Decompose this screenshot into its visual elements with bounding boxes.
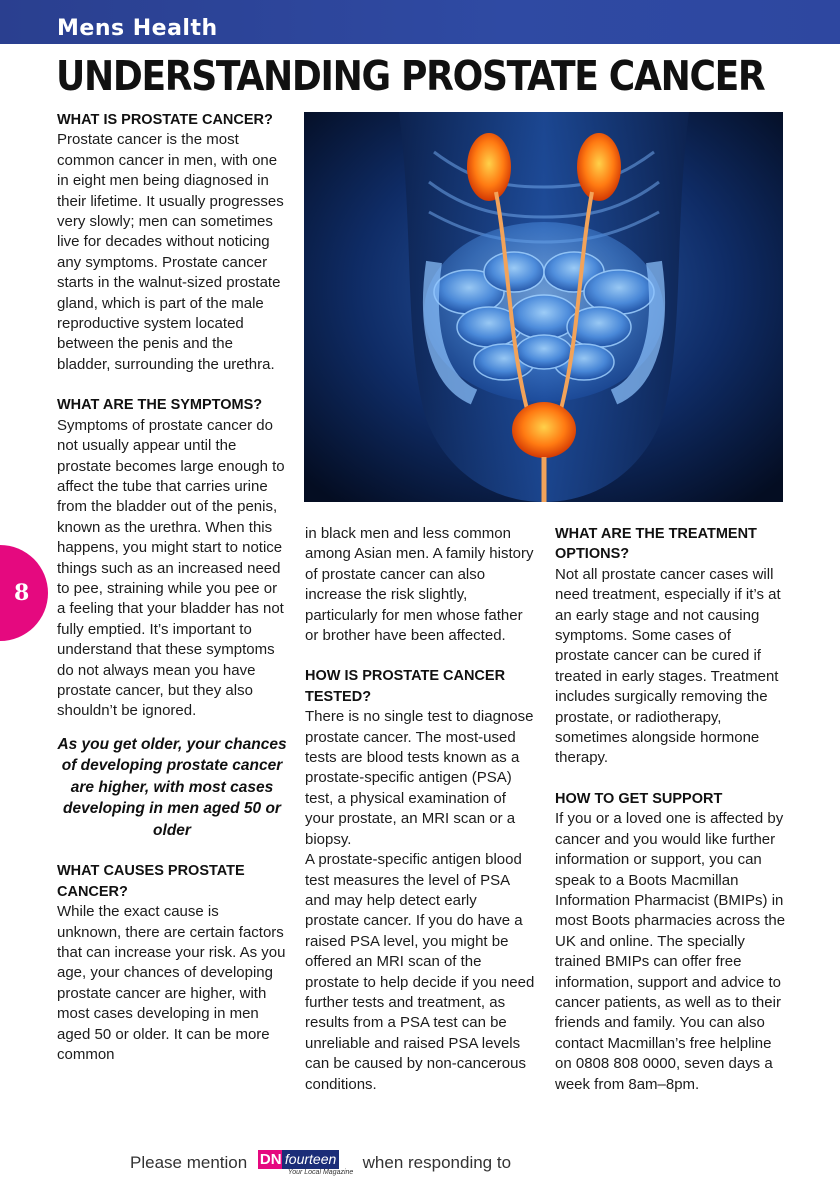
heading-support: HOW TO GET SUPPORT	[555, 790, 723, 807]
dn-fourteen-logo	[258, 1150, 352, 1176]
footer-text-after: when responding to	[362, 1153, 512, 1172]
pull-quote: As you get older, your chances of developing prostate cancer are higher, with most cases developing in men aged 50 or older	[57, 735, 287, 839]
column-middle	[305, 524, 535, 1095]
paragraph-tested-intro: There is no single test to diagnose	[305, 708, 534, 726]
column-left	[57, 110, 287, 1065]
footer	[130, 1150, 511, 1176]
anatomy-illustration	[304, 112, 783, 502]
heading-tested: HOW IS PROSTATE CANCER TESTED?	[305, 668, 506, 705]
page-title: UNDERSTANDING PROSTATE CANCER	[56, 52, 765, 100]
paragraph-tested: prostate cancer. The most-used tests are blood tests known as a prostate-specific antigen (PSA) test, a physical examination of your prostate, an MRI scan or a biopsy.	[305, 728, 520, 848]
footer-text-before: Please mention	[130, 1153, 248, 1172]
header-bar	[0, 0, 840, 44]
section-label: Mens Health	[57, 16, 218, 41]
paragraph-treatment: Not all prostate cancer cases will need treatment, especially if it’s at an early stage and not causing symptoms. Some cases of prostate cancer can be cured if treated in early stages. Treatment includes surgically removing the prostate, or radiotherapy, sometimes alongside hormone therapy.	[555, 565, 781, 767]
logo-tagline: Your Local Magazine	[287, 1169, 354, 1176]
paragraph-support: If you or a loved one is affected by cancer and you would like further information or support, you can speak to a Boots Macmillan Information Pharmacist (BMIPs) in most Boots pharmacies across the UK and online. The specially trained BMIPs can offer free information, support and advice to cancer patients, as well as to their friends and family. You can also contact Macmillan’s free helpline on 0808 808 0000, seven days a week from 8am–8pm.	[555, 810, 786, 1093]
heading-what-is: WHAT IS PROSTATE CANCER?	[57, 112, 273, 128]
heading-symptoms: WHAT ARE THE SYMPTOMS?	[57, 397, 263, 414]
heading-treatment: WHAT ARE THE TREATMENT OPTIONS?	[555, 526, 757, 563]
column-right	[555, 524, 787, 1095]
urinary-system-image	[304, 112, 783, 502]
page-number: 8	[14, 580, 30, 606]
logo-dn: DN	[259, 1151, 282, 1168]
paragraph-symptoms: Symptoms of prostate cancer do not usually appear until the prostate becomes large enough to affect the tube that carries urine from the bladder out of the penis, known as the urethra. When this happens, you might start to notice things such as an increased need to pee, straining while you pee or a feeling that your bladder has not fully emptied. It’s important to understand that these symptoms do not always mean you have prostate cancer, but they also shouldn’t be ignored.	[57, 416, 285, 720]
paragraph-risk-continued: in black men and less common among Asian men. A family history of prostate cancer can also increase the risk slightly, particularly for men whose father or brother have been affected.	[305, 525, 534, 645]
logo-fourteen: fourteen	[282, 1150, 339, 1169]
paragraph-causes: While the exact cause is unknown, there are certain factors that can increase your risk. As you age, your chances of developing prostate cancer are higher, with most cases developing in men aged 50 or older. It can be more common	[57, 903, 286, 1063]
heading-causes: WHAT CAUSES PROSTATE CANCER?	[57, 863, 245, 900]
paragraph-psa: A prostate-specific antigen blood test measures the level of PSA and may help detect early prostate cancer. If you do have a raised PSA level, you might be offered an MRI scan of the prostate to help decide if you need further tests and treatment, as results from a PSA test can be unreliable and raised PSA levels can be caused by non-cancerous conditions.	[305, 851, 535, 1093]
paragraph-what-is: Prostate cancer is the most common cancer in men, with one in eight men being diagnosed in their lifetime. It usually progresses very slowly; men can sometimes live for decades without noticing any symptoms. Prostate cancer starts in the walnut-sized prostate gland, which is part of the male reproductive system located between the penis and the bladder, surrounding the urethra.	[57, 131, 284, 373]
